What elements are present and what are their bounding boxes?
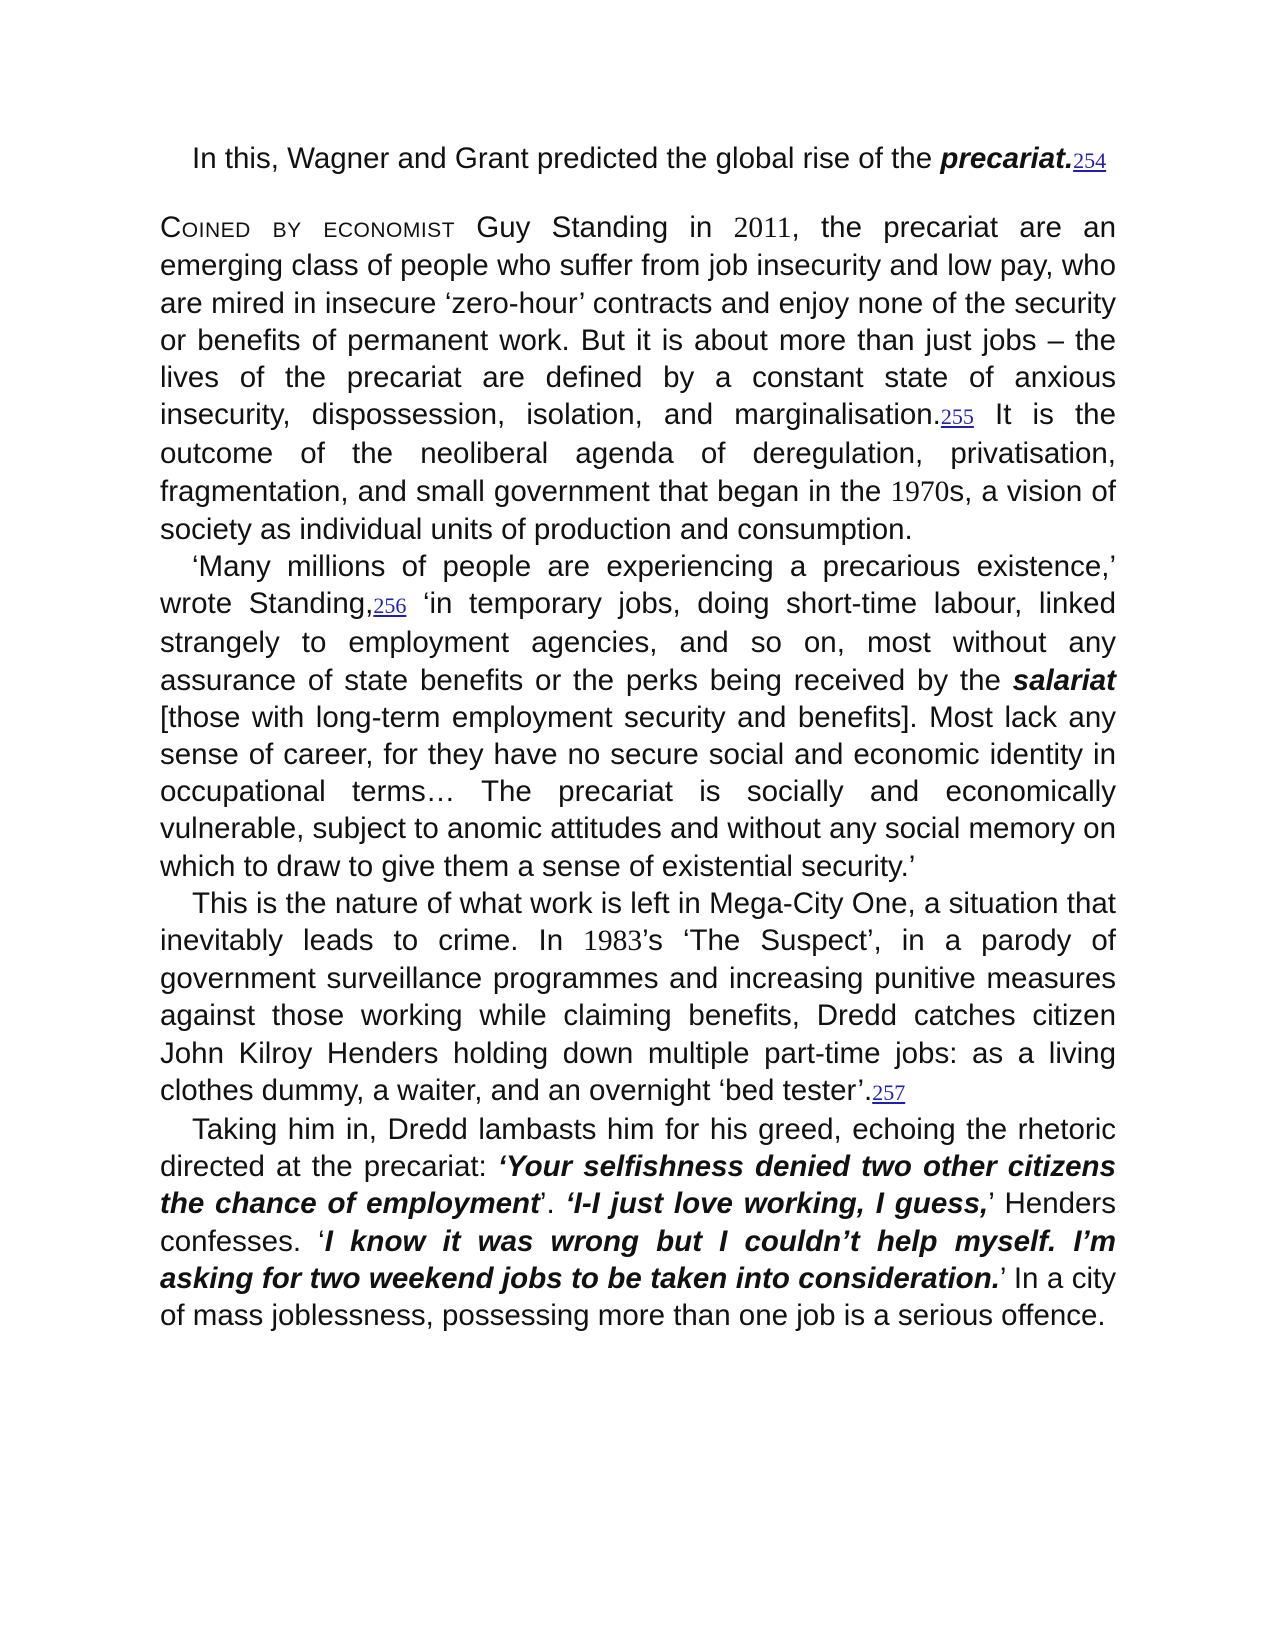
text-segment: ’s ‘The Suspect’, in a parody of government surveillance programmes and increasing punitive measures against those working while claiming benefits, Dredd catches citizen John Kilroy Henders holding down multiple part-time jobs: as a living clothes dummy, a waiter, and an overnight ‘bed tester’. (160, 924, 1116, 1107)
footnote-link-256[interactable]: 256 (373, 593, 407, 619)
text-segment: , the precariat are an emerging class of people who suffer from job insecurity and low pay, who are mired in insecure ‘zero-hour’ contracts and enjoy none of the security or benefits of permanent work. But it is about more than just jobs – the lives of the precariat are defined by a constant state of anxious insecurity, dispossession, isolation, and marginalisation. (160, 211, 1116, 432)
quote-dredd: ‘Your selfishness denied two other citizens the chance of employment (160, 1150, 1116, 1221)
year-number: 1983 (583, 925, 643, 958)
footnote-link-255[interactable]: 255 (940, 404, 974, 430)
paragraph-dredd-henders (160, 1111, 1116, 1334)
footnote-link-254[interactable]: 254 (1073, 148, 1107, 173)
intro-text: In this, Wagner and Grant predicted the global rise of the (192, 142, 941, 175)
text-segment: Guy Standing in (455, 211, 734, 245)
text-segment: ‘in temporary jobs, doing short-time labour, linked strangely to employment agencies, and so on, most without any assurance of state benefits or the perks being received by the (160, 587, 1116, 697)
text-segment: Taking him in, Dredd lambasts him for his greed, echoing the rhetoric directed at the precariat: (160, 1113, 1116, 1184)
text-segment: This is the nature of what work is left in Mega-City One, a situation that inevitably leads to crime. In (160, 886, 1116, 958)
paragraph-precariat-definition (160, 209, 1116, 548)
term-salariat: salariat (1012, 663, 1116, 697)
smallcaps-lead: Coined by economist (160, 211, 456, 245)
footnote-link-257[interactable]: 257 (872, 1079, 906, 1105)
text-segment: ’. (539, 1187, 566, 1221)
text-segment: s, a vision of society as individual units of production and consumption. (160, 474, 1117, 546)
text-segment: [those with long-term employment security and benefits]. Most lack any sense of career, for they have no secure social and economic identity in occupational terms… The precariat is socially and economically vulnerable, subject to anomic attitudes and without any social memory on which to draw to give them a sense of existential security.’ (160, 700, 1116, 883)
text-segment: It is the outcome of the neoliberal agenda of deregulation, privatisation, fragmentation, and small government that began in the (160, 398, 1116, 508)
text-segment: ‘Many millions of people are experiencing a precarious existence,’ wrote Standing, (160, 550, 1116, 621)
paragraph-mega-city (160, 885, 1116, 1111)
paragraph-standing-quote (160, 548, 1116, 885)
year-number: 1970 (890, 475, 950, 508)
document-page (160, 140, 1116, 1334)
quote-henders-1: ‘I-I just love working, I guess, (565, 1187, 989, 1221)
term-precariat: precariat. (940, 142, 1074, 175)
text-segment: ’ In a city of mass joblessness, possessing more than one job is a serious offence. (160, 1261, 1116, 1333)
quote-henders-2: I know it was wrong but I couldn’t help myself. I’m asking for two weekend jobs to be taken into consideration. (160, 1224, 1116, 1295)
paragraph-intro (160, 140, 1116, 179)
year-number: 2011 (733, 212, 792, 245)
text-segment: ’ Henders confesses. ‘ (160, 1187, 1116, 1258)
